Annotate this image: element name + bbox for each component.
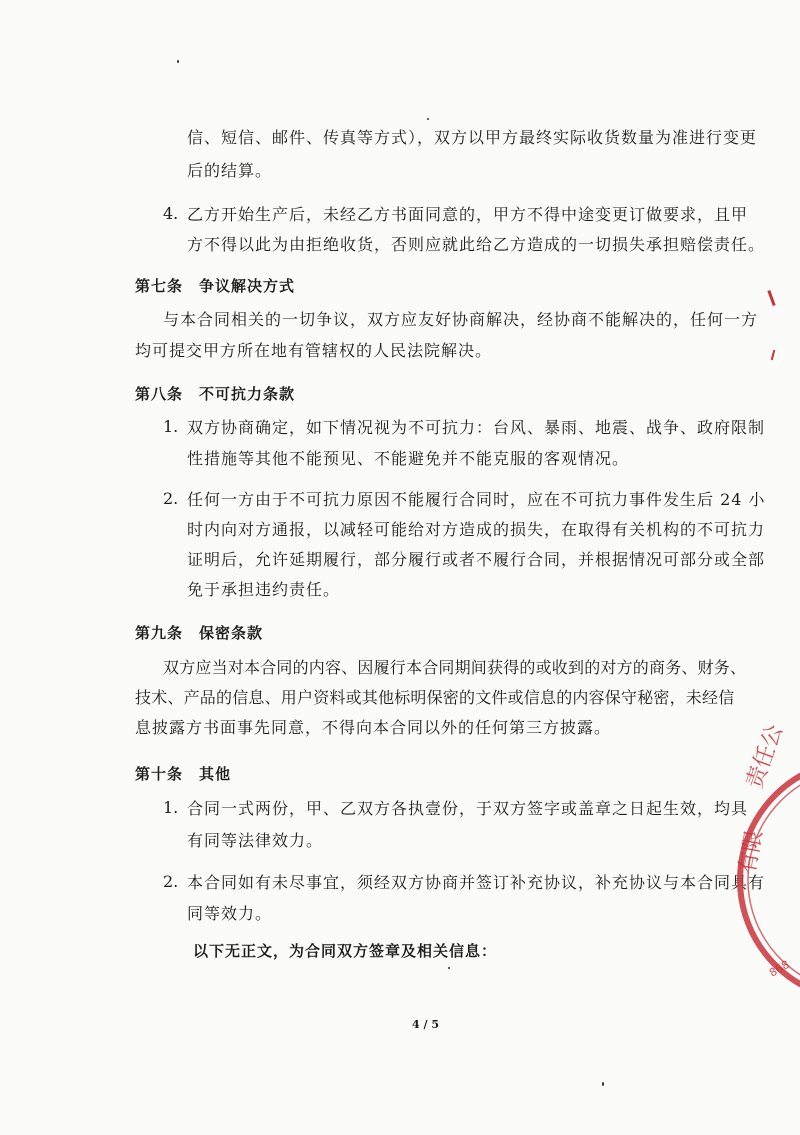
text-line: 证明后，允许延期履行，部分履行或者不履行合同，并根据情况可部分或全部 <box>187 550 766 569</box>
text-line: 时内向对方通报，以减轻可能给对方造成的损失，在取得有关机构的不可抗力 <box>187 520 766 539</box>
list-number: 2. <box>163 872 179 891</box>
text-line: 合同一式两份，甲、乙双方各执壹份，于双方签字或盖章之日起生效，均具 <box>187 799 749 818</box>
list-number: 1. <box>163 417 179 436</box>
text-line: 双方应当对本合同的内容、因履行本合同期间获得的或收到的对方的商务、财务、 <box>163 658 747 677</box>
text-line: 息披露方书面事先同意，不得向本合同以外的任何第三方披露。 <box>135 718 612 737</box>
list-number: 2. <box>163 489 179 508</box>
section-heading: 第八条 不可抗力条款 <box>135 385 296 403</box>
scan-speck <box>448 967 450 969</box>
text-line: 均可提交甲方所在地有管辖权的人民法院解决。 <box>135 341 493 360</box>
company-seal <box>720 700 800 1100</box>
text-line: 双方协商确定，如下情况视为不可抗力：台风、暴雨、地震、战争、政府限制 <box>187 418 766 437</box>
seal-text-mid: 有限 <box>735 828 768 877</box>
closing-statement: 以下无正文，为合同双方签章及相关信息： <box>193 942 498 960</box>
seal-fragment-mark <box>771 350 776 360</box>
section-heading: 第七条 争议解决方式 <box>135 277 296 295</box>
text-line: 技术、产品的信息、用户资料或其他标明保密的文件或信息的内容保守秘密，未经信 <box>135 688 735 707</box>
list-number: 4. <box>163 204 179 223</box>
text-line: 后的结算。 <box>187 161 273 180</box>
list-number: 1. <box>163 798 179 817</box>
text-line: 信、短信、邮件、传真等方式），双方以甲方最终实际收货数量为准进行变更 <box>187 128 758 147</box>
text-line: 免于承担违约责任。 <box>187 580 341 599</box>
section-heading: 第十条 其他 <box>135 765 232 783</box>
scan-speck <box>427 118 429 120</box>
seal-text-bottom: 868 <box>767 957 792 980</box>
text-line: 与本合同相关的一切争议，双方应友好协商解决，经协商不能解决的，任何一方 <box>163 310 759 329</box>
scan-speck <box>602 1082 604 1086</box>
text-line: 同等效力。 <box>187 904 273 923</box>
text-line: 方不得以此为由拒绝收货，否则应就此给乙方造成的一切损失承担赔偿责任。 <box>187 235 766 254</box>
text-line: 本合同如有未尽事宜，须经双方协商并签订补充协议，补充协议与本合同具有 <box>187 873 766 892</box>
seal-text-top: 责任公 <box>742 721 789 793</box>
scan-speck <box>177 60 179 63</box>
text-line: 性措施等其他不能预见、不能避免并不能克服的客观情况。 <box>187 449 630 468</box>
page-number: 4 / 5 <box>412 1018 439 1031</box>
section-heading: 第九条 保密条款 <box>135 624 264 642</box>
text-line: 任何一方由于不可抗力原因不能履行合同时，应在不可抗力事件发生后 24 小 <box>187 490 766 509</box>
text-line: 乙方开始生产后，未经乙方书面同意的，甲方不得中途变更订做要求，且甲 <box>187 205 749 224</box>
text-line: 有同等法律效力。 <box>187 831 324 850</box>
seal-fragment-mark <box>767 290 775 306</box>
